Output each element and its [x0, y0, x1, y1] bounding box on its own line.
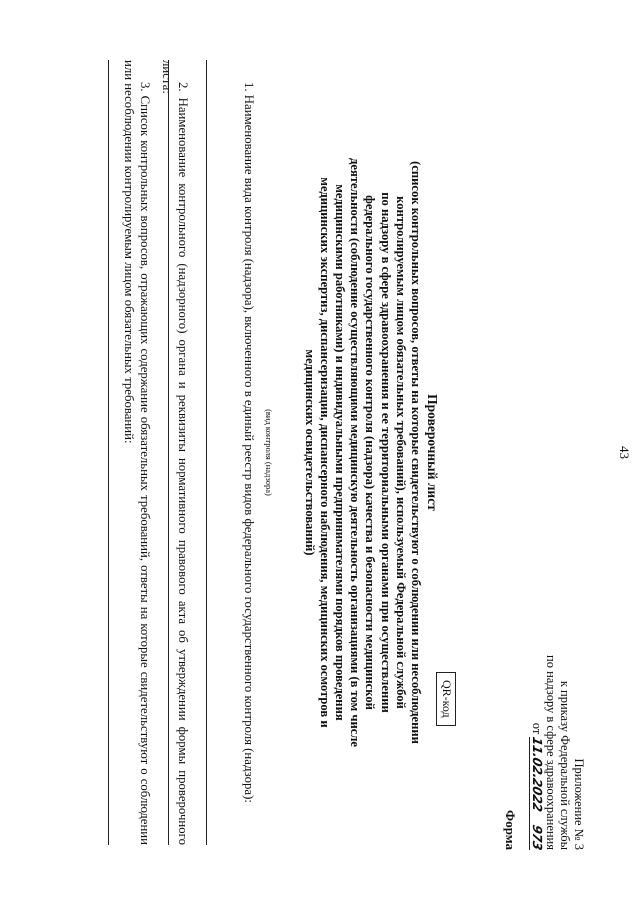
appendix-header: [529, 560, 586, 850]
subtitle-line: медицинскими работниками) и индивидуальными предпринимателями порядков проведения: [332, 184, 347, 721]
subtitle-line: федерального государственного контроля (надзора) качества и безопасности медицинской: [363, 195, 378, 710]
subtitle-line: контролируемым лицом обязательных требований), используемый Федеральной службой: [393, 196, 408, 709]
handwritten-number: 973: [530, 823, 545, 852]
document-title: Проверочный лист: [425, 394, 440, 511]
fill-in-line: [108, 60, 109, 845]
appendix-date-line: [529, 560, 544, 850]
subtitle-line: медицинских освидетельствований): [302, 349, 317, 556]
appendix-line-1: Приложение № 3: [572, 758, 586, 850]
fill-in-line: [206, 60, 207, 845]
item-3-question-list: 3. Список контрольных вопросов, отражающих содержание обязательных требований, ответы на которые свидетельствуют о соблюдении или несоблюдении контролируемым лицом обязательных требований:: [122, 60, 152, 845]
control-type-caption: (вид контроля (надзора): [264, 409, 274, 496]
appendix-line-2: к приказу Федеральной службы: [558, 680, 572, 850]
document-subtitle: [301, 60, 423, 845]
form-label: Форма: [503, 810, 518, 850]
handwritten-signature-date: [529, 737, 544, 850]
subtitle-line: по надзору в сфере здравоохранения и ее территориальными органами при осуществлении: [378, 192, 393, 713]
date-prefix: от: [530, 722, 544, 735]
item-2-authority-name: 2. Наименование контрольного (надзорного) органа и реквизиты нормативного правового акта об утверждении формы проверочного листа:: [160, 60, 190, 845]
page-number: 43: [617, 446, 632, 459]
subtitle-line: деятельности (соблюдение осуществляющими медицинскую деятельность организациями (в том числе: [348, 157, 363, 748]
appendix-line-3: по надзору в сфере здравоохранения: [544, 655, 558, 850]
qr-code-placeholder: QR-код: [436, 672, 456, 726]
subtitle-line: (список контрольных вопросов, ответы на которые свидетельствуют о соблюдении или несоблюдении: [409, 161, 423, 744]
item-1-control-type: 1. Наименование вида контроля (надзора), включенного в единый реестр видов федерального государственного контроля (надзора):: [242, 82, 256, 803]
handwritten-date: 11.02.2022: [530, 735, 545, 814]
fill-in-line: [168, 60, 169, 845]
subtitle-line: медицинских экспертиз, диспансеризации, диспансерного наблюдения, медицинских осмотров и: [317, 177, 332, 728]
